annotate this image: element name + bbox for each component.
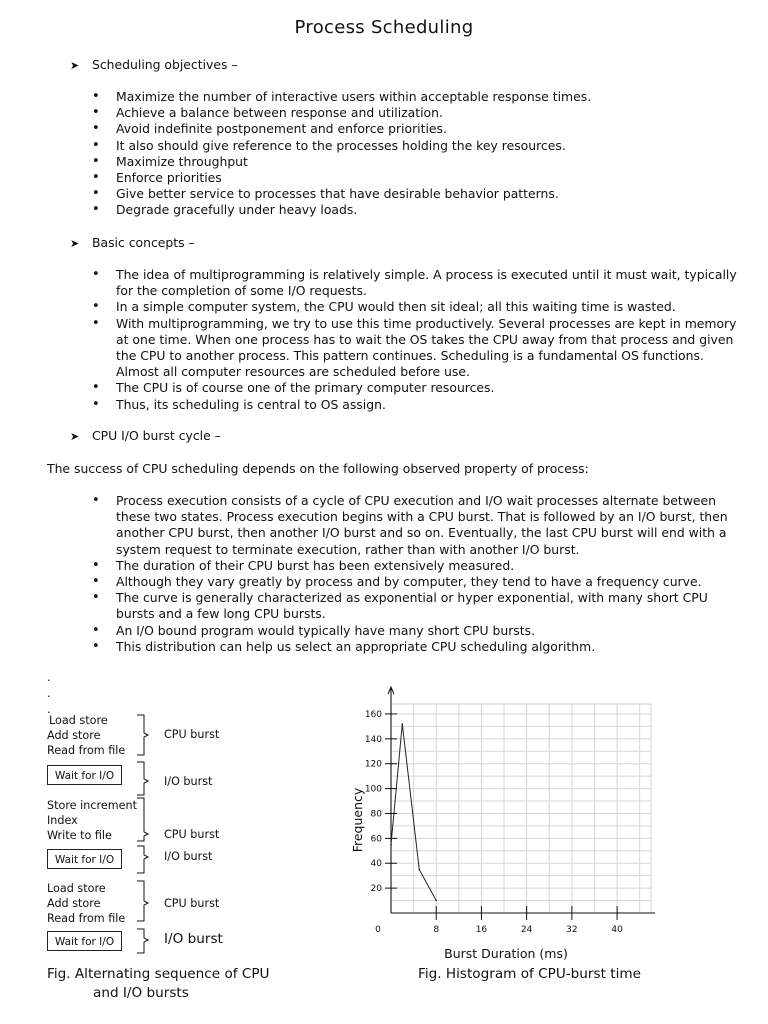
histogram-caption: Fig. Histogram of CPU-burst time bbox=[418, 966, 641, 982]
brace-io-1 bbox=[137, 762, 148, 795]
list-item: • Thus, its scheduling is central to OS assign. bbox=[90, 397, 750, 413]
instruction-line: Read from file bbox=[47, 744, 126, 757]
chart-data-point bbox=[418, 869, 420, 871]
chart-plot-border bbox=[391, 704, 651, 913]
chart-x-tick-label: 40 bbox=[611, 925, 623, 935]
io-burst-label-1: I/O burst bbox=[164, 775, 213, 788]
wait-io-box-2: Wait for I/O bbox=[47, 849, 122, 869]
list-item: • It also should give reference to the processes holding the key resources. bbox=[90, 138, 750, 154]
chart-y-axis-label: Frequency bbox=[350, 787, 365, 853]
cpu-burst-label-2: CPU burst bbox=[164, 828, 220, 841]
brace-group bbox=[133, 705, 163, 955]
burst-heading-text: CPU I/O burst cycle – bbox=[92, 428, 221, 443]
cpu-burst-label-3: CPU burst bbox=[164, 897, 220, 910]
section-heading-burst bbox=[70, 428, 221, 443]
sequence-caption-line1: Fig. Alternating sequence of CPU bbox=[47, 966, 270, 982]
burst-list bbox=[90, 493, 750, 655]
instruction-line: Read from file bbox=[47, 912, 126, 925]
instruction-line: Write to file bbox=[47, 829, 112, 842]
chart-y-tick-label: 140 bbox=[364, 734, 382, 745]
list-item: • With multiprogramming, we try to use this time productively. Several processes are kept in memory at one time. When one process has to wait the OS takes the CPU away from that process and given the CPU to another process. This pattern continues. Scheduling is a fundamental OS functions. Almost all computer resources are scheduled before use. bbox=[90, 316, 750, 381]
instruction-group-1b bbox=[47, 728, 125, 758]
list-item: • Enforce priorities bbox=[90, 170, 750, 186]
sequence-dots bbox=[47, 670, 51, 718]
instruction-line: Add store bbox=[47, 897, 101, 910]
dot: . bbox=[47, 703, 51, 716]
basic-concepts-list bbox=[90, 267, 750, 413]
section-heading-objectives bbox=[70, 57, 238, 72]
chart-y-tick-label: 20 bbox=[370, 884, 382, 895]
burst-histogram-chart bbox=[340, 680, 670, 965]
chart-x-tick-label: 32 bbox=[566, 925, 578, 935]
wait-io-box-1: Wait for I/O bbox=[47, 765, 122, 785]
objectives-list bbox=[90, 89, 750, 219]
dot: . bbox=[47, 671, 51, 684]
objectives-heading-text: Scheduling objectives – bbox=[92, 57, 238, 72]
instruction-line: Load store bbox=[47, 882, 106, 895]
instruction-group-1 bbox=[49, 713, 108, 728]
page-title: Process Scheduling bbox=[294, 17, 474, 38]
list-item: • Give better service to processes that have desirable behavior patterns. bbox=[90, 186, 750, 202]
brace-cpu-2 bbox=[137, 798, 148, 841]
chart-x-tick-label: 24 bbox=[520, 925, 533, 935]
io-burst-label-2: I/O burst bbox=[164, 850, 213, 863]
chart-origin-label: 0 bbox=[375, 925, 381, 935]
chart-y-tick-label: 100 bbox=[364, 784, 382, 795]
list-item: • Maximize throughput bbox=[90, 154, 750, 170]
chart-y-tick-label: 40 bbox=[370, 859, 382, 870]
arrow-bullet-icon: ➤ bbox=[70, 59, 80, 72]
list-item: • The curve is generally characterized as exponential or hyper exponential, with many short CPU bursts and a few long CPU bursts. bbox=[90, 590, 750, 622]
chart-data-point bbox=[390, 844, 392, 846]
list-item: • Avoid indefinite postponement and enforce priorities. bbox=[90, 121, 750, 137]
section-heading-basic bbox=[70, 235, 195, 250]
arrow-bullet-icon: ➤ bbox=[70, 430, 80, 443]
basic-heading-text: Basic concepts – bbox=[92, 235, 195, 250]
chart-axes bbox=[388, 687, 655, 913]
brace-cpu-1 bbox=[137, 715, 148, 755]
instruction-line: Load store bbox=[49, 714, 108, 727]
chart-y-tick-label: 80 bbox=[370, 809, 382, 820]
chart-ticks bbox=[365, 710, 623, 935]
list-item: • In a simple computer system, the CPU would then sit ideal; all this waiting time is wasted. bbox=[90, 299, 750, 315]
brace-io-2 bbox=[137, 846, 148, 873]
chart-x-tick-label: 16 bbox=[475, 925, 488, 935]
instruction-group-2 bbox=[47, 798, 137, 843]
sequence-caption-line2: and I/O bursts bbox=[93, 985, 189, 1001]
chart-y-tick-label: 60 bbox=[370, 834, 382, 845]
list-item: • An I/O bound program would typically have many short CPU bursts. bbox=[90, 623, 750, 639]
list-item: • The CPU is of course one of the primary computer resources. bbox=[90, 380, 750, 396]
list-item: • Process execution consists of a cycle of CPU execution and I/O wait processes alternate between these two states. Process execution begins with a CPU burst. That is followed by an I/O burst, then another CPU burst, then another I/O burst and so on. Eventually, the last CPU burst will end with a system request to terminate execution, rather than with another I/O burst. bbox=[90, 493, 750, 558]
list-item: • The idea of multiprogramming is relatively simple. A process is executed until it must wait, typically for the completion of some I/O requests. bbox=[90, 267, 750, 299]
brace-cpu-3 bbox=[137, 881, 148, 921]
dot: . bbox=[47, 687, 51, 700]
chart-grid bbox=[391, 704, 651, 913]
chart-data-point bbox=[435, 900, 437, 902]
burst-intro-text: The success of CPU scheduling depends on the following observed property of process: bbox=[47, 461, 589, 476]
list-item: • Although they vary greatly by process and by computer, they tend to have a frequency curve. bbox=[90, 574, 750, 590]
list-item: • Maximize the number of interactive users within acceptable response times. bbox=[90, 89, 750, 105]
chart-x-tick-label: 8 bbox=[433, 925, 440, 935]
chart-x-axis-label: Burst Duration (ms) bbox=[444, 946, 568, 961]
list-item: • Degrade gracefully under heavy loads. bbox=[90, 202, 750, 218]
chart-y-tick-label: 120 bbox=[364, 759, 382, 770]
instruction-group-3 bbox=[47, 881, 125, 926]
arrow-bullet-icon: ➤ bbox=[70, 237, 80, 250]
list-item: • The duration of their CPU burst has been extensively measured. bbox=[90, 558, 750, 574]
wait-io-box-3: Wait for I/O bbox=[47, 931, 122, 951]
io-burst-label-3: I/O burst bbox=[164, 931, 223, 947]
instruction-line: Add store bbox=[47, 729, 101, 742]
brace-io-3 bbox=[137, 929, 148, 953]
chart-data-point bbox=[402, 723, 404, 725]
cpu-burst-label-1: CPU burst bbox=[164, 728, 220, 741]
instruction-line: Store increment bbox=[47, 799, 137, 812]
instruction-line: Index bbox=[47, 814, 78, 827]
chart-y-tick-label: 160 bbox=[364, 709, 382, 720]
list-item: • This distribution can help us select an appropriate CPU scheduling algorithm. bbox=[90, 639, 750, 655]
list-item: • Achieve a balance between response and utilization. bbox=[90, 105, 750, 121]
